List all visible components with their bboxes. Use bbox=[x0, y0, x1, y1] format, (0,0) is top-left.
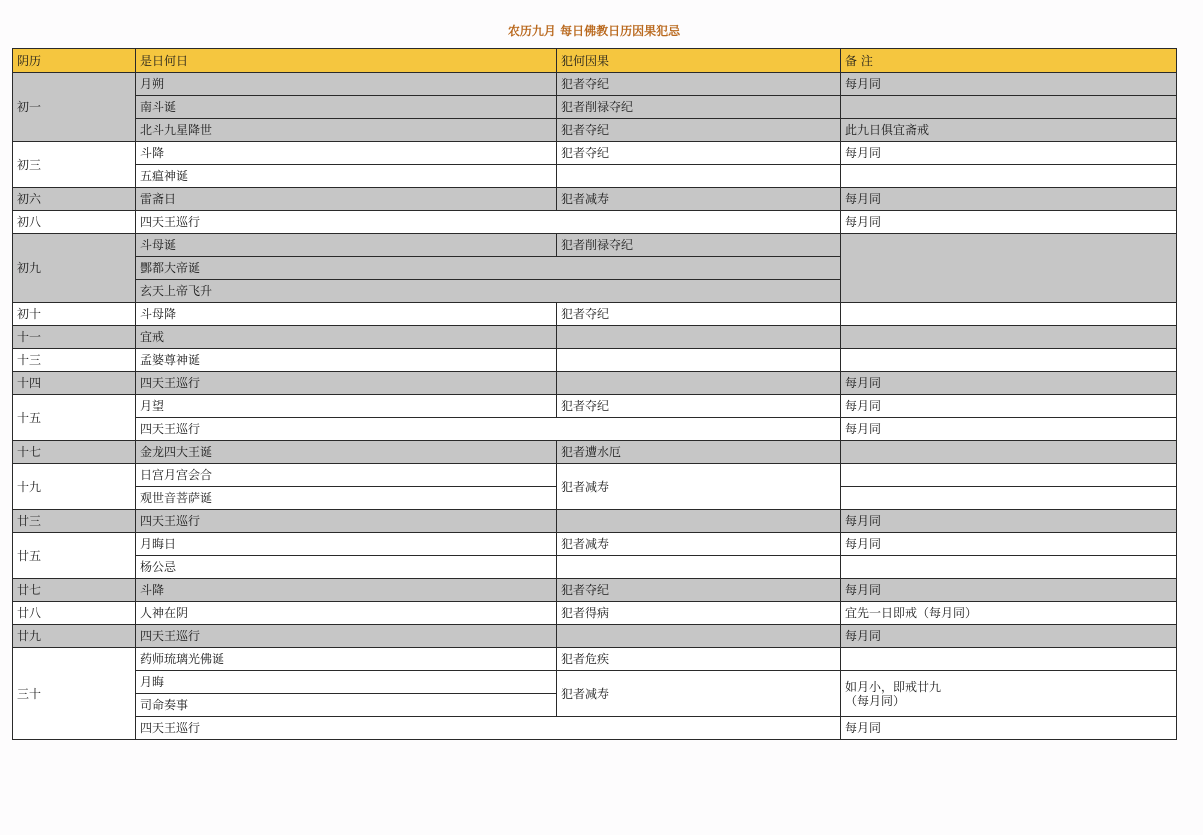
header-note: 备 注 bbox=[841, 49, 1177, 73]
note-cell: 每月同 bbox=[841, 510, 1177, 533]
lunar-day-cell: 廿五 bbox=[13, 533, 136, 579]
table-row bbox=[13, 395, 1177, 418]
table-row bbox=[13, 142, 1177, 165]
event-cell: 月晦 bbox=[136, 671, 557, 694]
event-cell: 斗降 bbox=[136, 579, 557, 602]
event-cell: 人神在阴 bbox=[136, 602, 557, 625]
effect-cell: 犯者夺纪 bbox=[557, 579, 841, 602]
note-cell: 每月同 bbox=[841, 717, 1177, 740]
lunar-day-cell: 廿七 bbox=[13, 579, 136, 602]
table-row bbox=[13, 464, 1177, 487]
event-cell: 四天王巡行 bbox=[136, 510, 557, 533]
note-line: 如月小，即戒廿九 bbox=[845, 679, 942, 694]
effect-cell bbox=[557, 625, 841, 648]
note-cell bbox=[841, 303, 1177, 326]
event-cell: 司命奏事 bbox=[136, 694, 557, 717]
table-row bbox=[13, 533, 1177, 556]
event-cell: 酆都大帝诞 bbox=[136, 257, 841, 280]
event-cell: 日宫月宫会合 bbox=[136, 464, 557, 487]
event-cell: 斗母降 bbox=[136, 303, 557, 326]
note-cell: 每月同 bbox=[841, 579, 1177, 602]
note-cell: 每月同 bbox=[841, 188, 1177, 211]
effect-cell: 犯者减寿 bbox=[557, 671, 841, 717]
event-cell: 四天王巡行 bbox=[136, 418, 841, 441]
effect-cell: 犯者夺纪 bbox=[557, 142, 841, 165]
event-cell: 月望 bbox=[136, 395, 557, 418]
note-cell: 每月同 bbox=[841, 418, 1177, 441]
table-row bbox=[13, 73, 1177, 96]
table-row bbox=[13, 165, 1177, 188]
header-lunar-date: 阴历 bbox=[13, 49, 136, 73]
lunar-day-cell: 初九 bbox=[13, 234, 136, 303]
effect-cell: 犯者夺纪 bbox=[557, 73, 841, 96]
event-cell: 宜戒 bbox=[136, 326, 557, 349]
effect-cell: 犯者减寿 bbox=[557, 464, 841, 510]
effect-cell: 犯者减寿 bbox=[557, 188, 841, 211]
table-row bbox=[13, 648, 1177, 671]
note-cell bbox=[841, 234, 1177, 303]
lunar-day-cell: 十九 bbox=[13, 464, 136, 510]
effect-cell bbox=[557, 165, 841, 188]
note-cell bbox=[841, 165, 1177, 188]
calendar-table bbox=[12, 48, 1177, 740]
page-title: 农历九月 每日佛教日历因果犯忌 bbox=[507, 24, 681, 38]
event-cell: 斗降 bbox=[136, 142, 557, 165]
effect-cell bbox=[557, 349, 841, 372]
event-cell: 四天王巡行 bbox=[136, 211, 841, 234]
note-cell: 此九日俱宜斋戒 bbox=[841, 119, 1177, 142]
note-cell bbox=[841, 326, 1177, 349]
table-row bbox=[13, 510, 1177, 533]
effect-cell bbox=[557, 510, 841, 533]
table-row bbox=[13, 303, 1177, 326]
effect-cell: 犯者减寿 bbox=[557, 533, 841, 556]
table-row bbox=[13, 556, 1177, 579]
table-row bbox=[13, 372, 1177, 395]
table-header-row bbox=[13, 49, 1177, 73]
note-cell bbox=[841, 349, 1177, 372]
event-cell: 雷斋日 bbox=[136, 188, 557, 211]
table-row bbox=[13, 326, 1177, 349]
effect-cell: 犯者削禄夺纪 bbox=[557, 96, 841, 119]
note-cell: 每月同 bbox=[841, 625, 1177, 648]
note-cell: 每月同 bbox=[841, 142, 1177, 165]
event-cell: 斗母诞 bbox=[136, 234, 557, 257]
note-cell bbox=[841, 441, 1177, 464]
lunar-day-cell: 十四 bbox=[13, 372, 136, 395]
note-cell bbox=[841, 96, 1177, 119]
effect-cell bbox=[557, 326, 841, 349]
event-cell: 南斗诞 bbox=[136, 96, 557, 119]
table-row bbox=[13, 717, 1177, 740]
event-cell: 四天王巡行 bbox=[136, 372, 557, 395]
table-row bbox=[13, 441, 1177, 464]
note-cell: 每月同 bbox=[841, 395, 1177, 418]
note-line: （每月同） bbox=[845, 693, 906, 708]
table-row bbox=[13, 671, 1177, 694]
effect-cell bbox=[557, 372, 841, 395]
header-effect: 犯何因果 bbox=[557, 49, 841, 73]
event-cell: 月朔 bbox=[136, 73, 557, 96]
note-cell: 宜先一日即戒（每月同） bbox=[841, 602, 1177, 625]
table-row bbox=[13, 234, 1177, 257]
table-row bbox=[13, 349, 1177, 372]
lunar-day-cell: 初一 bbox=[13, 73, 136, 142]
effect-cell: 犯者得病 bbox=[557, 602, 841, 625]
note-cell bbox=[841, 671, 1177, 717]
lunar-day-cell: 廿九 bbox=[13, 625, 136, 648]
event-cell: 四天王巡行 bbox=[136, 717, 841, 740]
event-cell: 五瘟神诞 bbox=[136, 165, 557, 188]
event-cell: 金龙四大王诞 bbox=[136, 441, 557, 464]
effect-cell: 犯者夺纪 bbox=[557, 303, 841, 326]
lunar-day-cell: 初三 bbox=[13, 142, 136, 188]
lunar-day-cell: 十三 bbox=[13, 349, 136, 372]
note-cell: 每月同 bbox=[841, 372, 1177, 395]
event-cell: 孟婆尊神诞 bbox=[136, 349, 557, 372]
lunar-day-cell: 廿八 bbox=[13, 602, 136, 625]
note-cell: 每月同 bbox=[841, 211, 1177, 234]
table-row bbox=[13, 188, 1177, 211]
note-cell bbox=[841, 648, 1177, 671]
effect-cell: 犯者夺纪 bbox=[557, 395, 841, 418]
lunar-day-cell: 廿三 bbox=[13, 510, 136, 533]
event-cell: 玄天上帝飞升 bbox=[136, 280, 841, 303]
table-row bbox=[13, 418, 1177, 441]
lunar-day-cell: 十五 bbox=[13, 395, 136, 441]
event-cell: 杨公忌 bbox=[136, 556, 557, 579]
note-cell: 每月同 bbox=[841, 533, 1177, 556]
event-cell: 药师琉璃光佛诞 bbox=[136, 648, 557, 671]
note-cell bbox=[841, 464, 1177, 487]
note-cell bbox=[841, 487, 1177, 510]
effect-cell: 犯者削禄夺纪 bbox=[557, 234, 841, 257]
table-row bbox=[13, 602, 1177, 625]
note-cell bbox=[841, 556, 1177, 579]
table-row bbox=[13, 119, 1177, 142]
event-cell: 观世音菩萨诞 bbox=[136, 487, 557, 510]
effect-cell: 犯者危疾 bbox=[557, 648, 841, 671]
event-cell: 北斗九星降世 bbox=[136, 119, 557, 142]
effect-cell bbox=[557, 556, 841, 579]
lunar-day-cell: 三十 bbox=[13, 648, 136, 740]
table-row bbox=[13, 96, 1177, 119]
lunar-day-cell: 十七 bbox=[13, 441, 136, 464]
lunar-day-cell: 十一 bbox=[13, 326, 136, 349]
lunar-day-cell: 初六 bbox=[13, 188, 136, 211]
effect-cell: 犯者遭水厄 bbox=[557, 441, 841, 464]
lunar-day-cell: 初八 bbox=[13, 211, 136, 234]
event-cell: 月晦日 bbox=[136, 533, 557, 556]
table-row bbox=[13, 625, 1177, 648]
header-event: 是日何日 bbox=[136, 49, 557, 73]
table-row bbox=[13, 579, 1177, 602]
event-cell: 四天王巡行 bbox=[136, 625, 557, 648]
table-row bbox=[13, 211, 1177, 234]
lunar-day-cell: 初十 bbox=[13, 303, 136, 326]
effect-cell: 犯者夺纪 bbox=[557, 119, 841, 142]
note-cell: 每月同 bbox=[841, 73, 1177, 96]
